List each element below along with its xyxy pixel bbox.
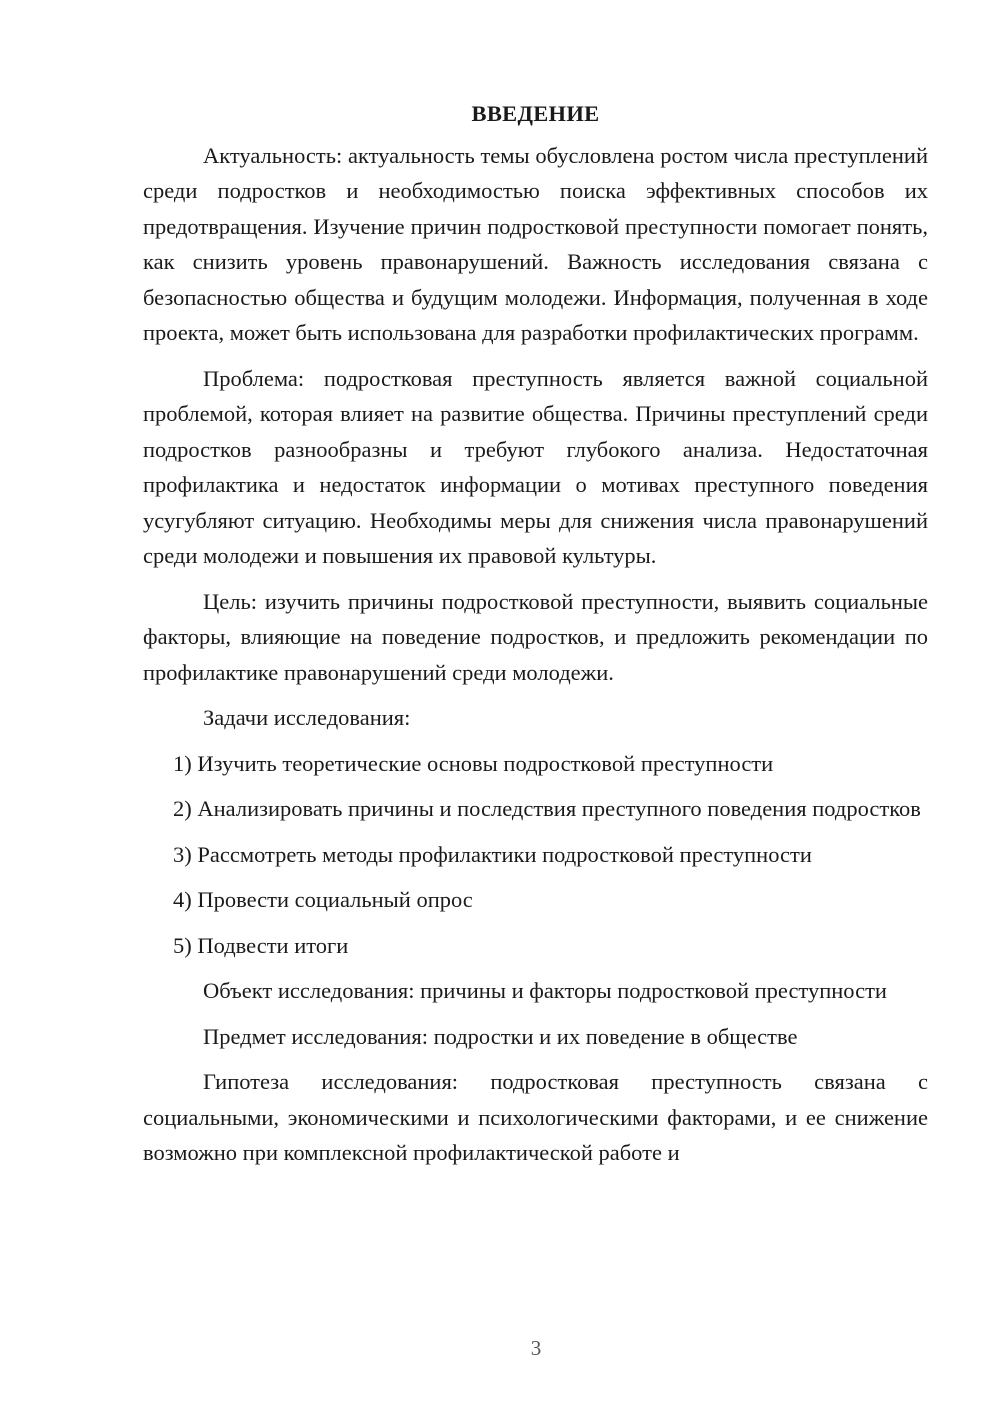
research-object: Объект исследования: причины и факторы подростковой преступности <box>203 978 887 1003</box>
document-title: ВВЕДЕНИЕ <box>471 101 600 126</box>
paragraph-problem: Проблема: подростковая преступность является важной социальной проблемой, которая влияет на развитие общества. Причины преступлений среди подростков разнообразны и требуют глубокого анализа. Недостаточная профилактика и недостаток информации о мотивах преступного поведения усугубляют ситуацию. Необходимы меры для снижения числа правонарушений среди молодежи и повышения их правовой культуры. <box>143 365 928 568</box>
task-item-5: 5) Подвести итоги <box>173 932 349 958</box>
document-page <box>143 96 928 1181</box>
paragraph-relevance: Актуальность: актуальность темы обусловлена ростом числа преступлений среди подростков и необходимостью поиска эффективных способов их предотвращения. Изучение причин подростковой преступности помогает понять, как снизить уровень правонарушений. Важность исследования связана с безопасностью общества и будущим молодежи. Информация, полученная в ходе проекта, может быть использована для разработки профилактических программ. <box>143 142 928 345</box>
task-item-4: 4) Провести социальный опрос <box>173 887 473 912</box>
research-hypothesis: Гипотеза исследования: подростковая преступность связана с социальными, экономическими и психологическими факторами, и ее снижение возможно при комплексной профилактической работе и <box>143 1069 928 1165</box>
tasks-heading: Задачи исследования: <box>203 705 411 730</box>
research-subject: Предмет исследования: подростки и их поведение в обществе <box>203 1023 798 1049</box>
task-item-2: 2) Анализировать причины и последствия преступного поведения подростков <box>173 796 921 821</box>
page-number: 3 <box>530 1336 542 1360</box>
paragraph-goal: Цель: изучить причины подростковой преступности, выявить социальные факторы, влияющие на поведение подростков, и предложить рекомендации по профилактике правонарушений среди молодежи. <box>143 588 928 685</box>
task-item-1: 1) Изучить теоретические основы подростковой преступности <box>173 750 774 776</box>
task-item-3: 3) Рассмотреть методы профилактики подростковой преступности <box>173 841 812 867</box>
